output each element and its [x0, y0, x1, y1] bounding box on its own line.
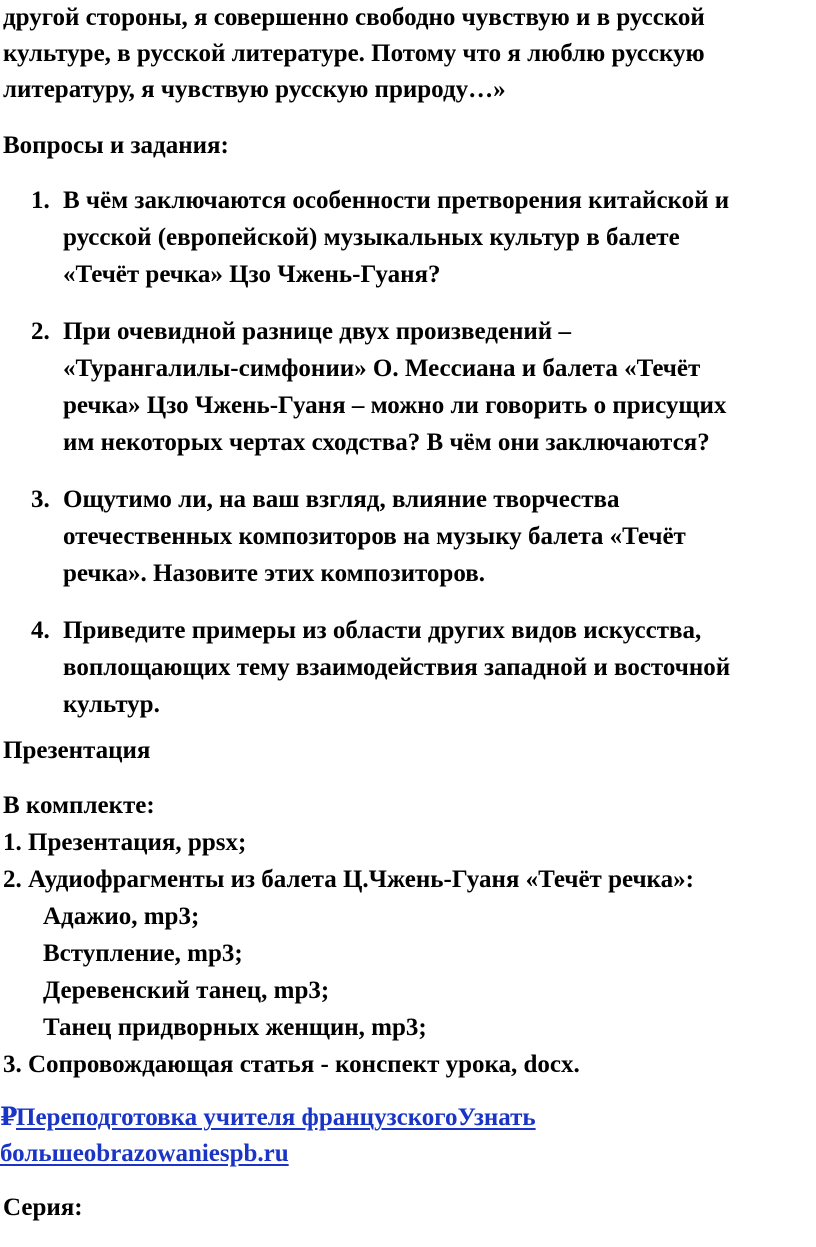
kit-section [3, 787, 694, 1083]
ad-link-block [0, 1100, 536, 1172]
kit-track: Танец придворных женщин, mp3; [43, 1014, 427, 1041]
question-line: речка». Назовите этих композиторов. [63, 560, 485, 587]
questions-list [0, 182, 816, 743]
question-number: 3. [31, 486, 50, 513]
questions-heading: Вопросы и задания: [3, 132, 229, 159]
question-line: русской (европейской) музыкальных культур в балете [63, 224, 680, 251]
question-line: речка» Цзо Чжень-Гуаня – можно ли говорить о присущих [63, 392, 727, 419]
question-number: 1. [31, 187, 50, 214]
intro-line: другой стороны, я совершенно свободно чувствую и в русской [3, 4, 705, 31]
question-item-4 [0, 612, 816, 723]
question-line: им некоторых чертах сходства? В чём они заключаются? [63, 429, 710, 456]
question-line: воплощающих тему взаимодействия западной и восточной [63, 654, 731, 681]
series-label: Серия: [3, 1194, 83, 1221]
question-line: При очевидной разнице двух произведений – [63, 318, 571, 345]
kit-item-audio: 2. Аудиофрагменты из балета Ц.Чжень-Гуаня «Течёт речка»: [3, 866, 694, 893]
kit-track: Адажио, mp3; [43, 903, 200, 930]
question-line: культур. [63, 691, 160, 718]
presentation-label: Презентация [3, 737, 151, 764]
kit-item-presentation: 1. Презентация, ppsx; [3, 829, 247, 856]
intro-line: литературу, я чувствую русскую природу…» [3, 76, 506, 103]
intro-line: культуре, в русской литературе. Потому что я люблю русскую [3, 40, 705, 67]
kit-item-article: 3. Сопровождающая статья - конспект урока, docx. [3, 1051, 580, 1078]
kit-track: Деревенский танец, mp3; [43, 977, 330, 1004]
ad-link[interactable]: Переподготовка учителя французскогоУзнать [16, 1104, 536, 1131]
question-item-3 [0, 481, 816, 592]
kit-heading: В комплекте: [3, 792, 155, 819]
question-line: Приведите примеры из области других видов искусства, [63, 617, 702, 644]
intro-paragraph [3, 0, 705, 108]
question-number: 4. [31, 617, 50, 644]
question-item-1 [0, 182, 816, 293]
ruble-icon: ₽ [0, 1104, 18, 1131]
ad-link-continued[interactable]: большеobrazowaniespb.ru [0, 1140, 289, 1167]
question-number: 2. [31, 318, 50, 345]
question-line: «Течёт речка» Цзо Чжень-Гуаня? [63, 261, 441, 288]
question-line: В чём заключаются особенности претворения китайской и [63, 187, 730, 214]
question-item-2 [0, 313, 816, 461]
kit-track: Вступление, mp3; [43, 940, 243, 967]
question-line: отечественных композиторов на музыку балета «Течёт [63, 523, 686, 550]
question-line: Ощутимо ли, на ваш взгляд, влияние творчества [63, 486, 620, 513]
question-line: «Турангалилы-симфонии» О. Мессиана и балета «Течёт [63, 355, 701, 382]
